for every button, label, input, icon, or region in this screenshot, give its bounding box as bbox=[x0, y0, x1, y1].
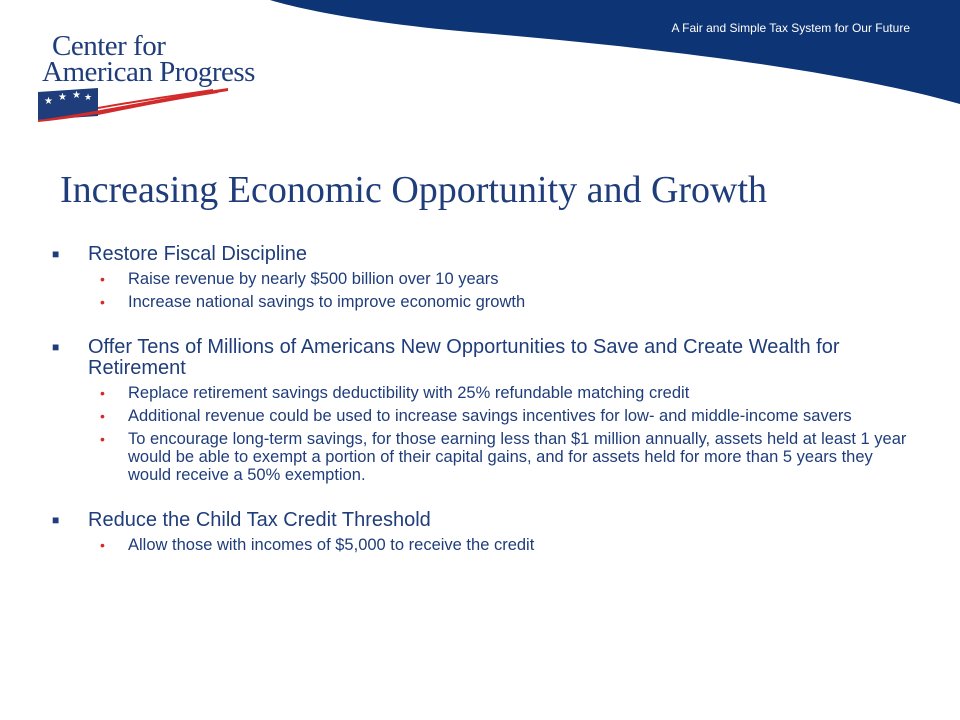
main-bullet-text: Offer Tens of Millions of Americans New Opportunities to Save and Create Wealth for Retirement bbox=[88, 336, 840, 379]
sub-bullet-list bbox=[52, 384, 912, 484]
dot-bullet-icon: • bbox=[100, 431, 105, 447]
square-bullet-icon: ■ bbox=[52, 247, 60, 261]
sub-bullet-text: To encourage long-term savings, for those earning less than $1 million annually, assets held at least 1 year would be able to exempt a portion of their capital gains, and for assets held for more than 5 years they would receive a 50% exemption. bbox=[128, 430, 907, 484]
dot-bullet-icon: • bbox=[100, 271, 105, 287]
flag-swoosh-icon bbox=[38, 86, 228, 122]
dot-bullet-icon: • bbox=[100, 408, 105, 424]
sub-bullet-item bbox=[52, 407, 912, 425]
svg-text:★: ★ bbox=[84, 93, 93, 103]
dot-bullet-icon: • bbox=[100, 385, 105, 401]
sub-bullet-list bbox=[52, 270, 912, 311]
sub-bullet-list bbox=[52, 536, 912, 554]
sub-bullet-text: Replace retirement savings deductibility with 25% refundable matching credit bbox=[128, 384, 690, 402]
section-savings-opportunities bbox=[52, 337, 912, 484]
main-bullet-item bbox=[52, 337, 912, 379]
section-restore-fiscal-discipline bbox=[52, 244, 912, 311]
sub-bullet-item bbox=[52, 536, 912, 554]
sub-bullet-item bbox=[52, 293, 912, 311]
logo-text-line2: American Progress bbox=[42, 56, 255, 88]
main-bullet-text: Restore Fiscal Discipline bbox=[88, 243, 307, 265]
sub-bullet-text: Raise revenue by nearly $500 billion over 10 years bbox=[128, 270, 499, 288]
logo-text-line1: Center for bbox=[52, 30, 166, 62]
sub-bullet-text: Increase national savings to improve economic growth bbox=[128, 293, 526, 311]
section-child-tax-credit bbox=[52, 510, 912, 554]
svg-text:★: ★ bbox=[44, 96, 53, 107]
main-bullet-item bbox=[52, 244, 912, 265]
main-bullet-item bbox=[52, 510, 912, 531]
presentation-tagline: A Fair and Simple Tax System for Our Future bbox=[671, 21, 910, 35]
dot-bullet-icon: • bbox=[100, 294, 105, 310]
sub-bullet-text: Allow those with incomes of $5,000 to receive the credit bbox=[128, 536, 535, 554]
dot-bullet-icon: • bbox=[100, 537, 105, 553]
svg-text:★: ★ bbox=[72, 90, 81, 101]
cap-logo bbox=[36, 30, 266, 126]
svg-text:★: ★ bbox=[58, 92, 67, 103]
square-bullet-icon: ■ bbox=[52, 340, 60, 354]
sub-bullet-text: Additional revenue could be used to increase savings incentives for low- and middle-income savers bbox=[128, 407, 852, 425]
slide-title: Increasing Economic Opportunity and Growth bbox=[60, 169, 768, 211]
sub-bullet-item bbox=[52, 384, 912, 402]
main-bullet-text: Reduce the Child Tax Credit Threshold bbox=[88, 509, 431, 531]
sub-bullet-item bbox=[52, 430, 912, 484]
slide-content bbox=[52, 244, 912, 580]
square-bullet-icon: ■ bbox=[52, 513, 60, 527]
sub-bullet-item bbox=[52, 270, 912, 288]
